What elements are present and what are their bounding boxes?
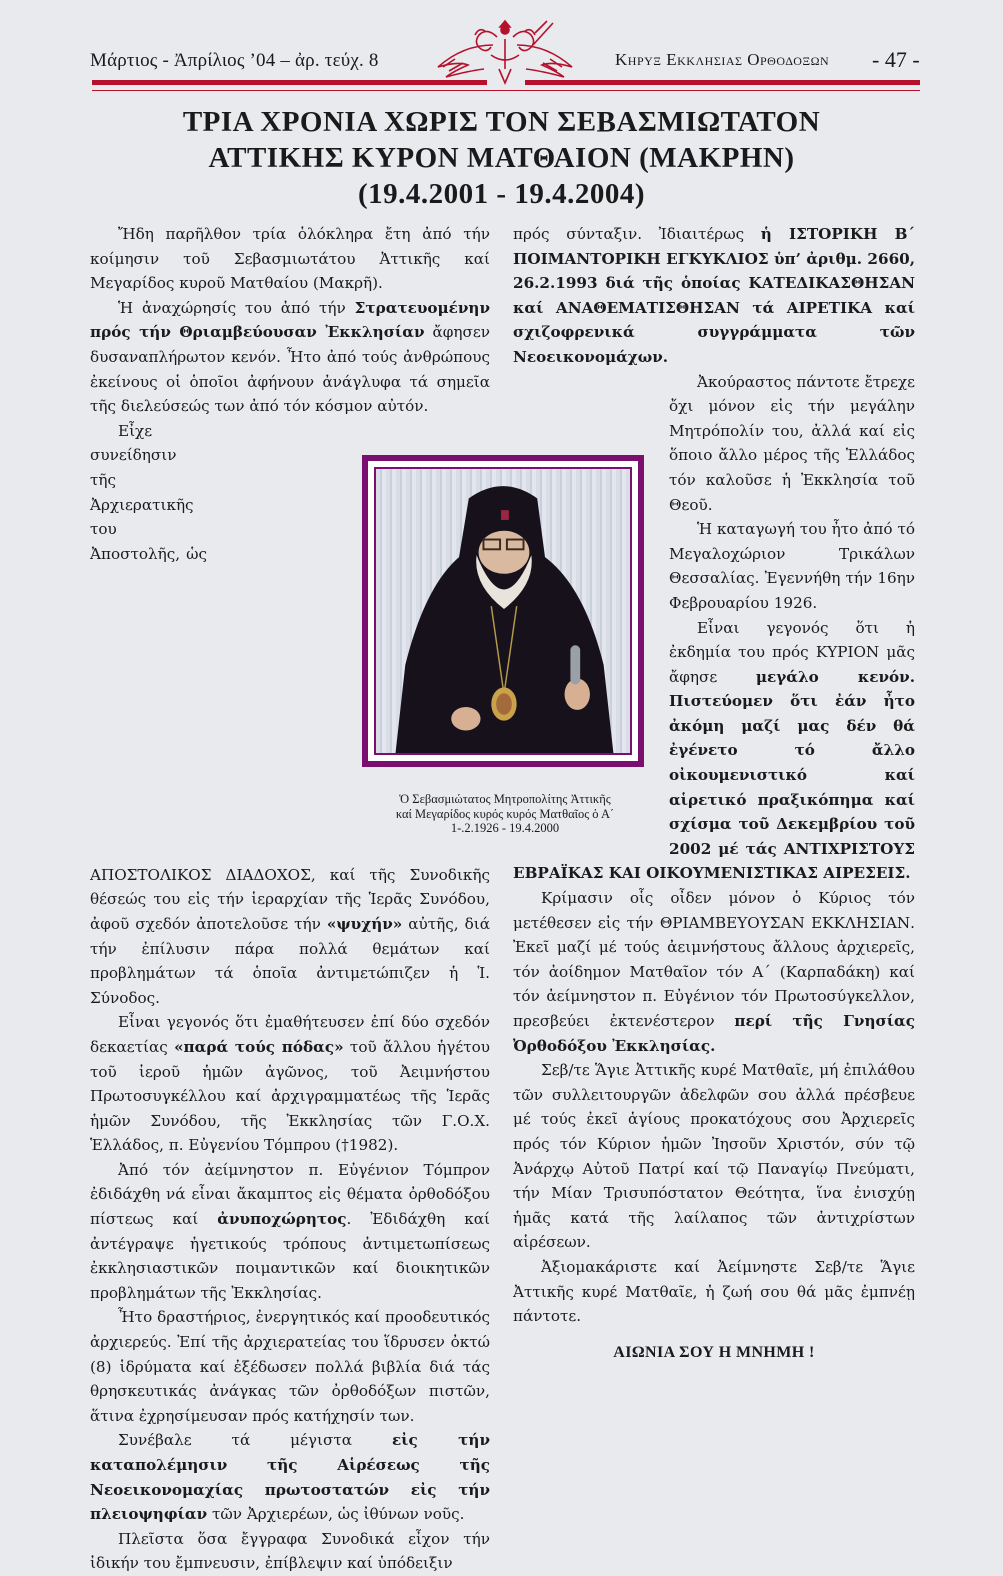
caption-dates: 1-.2.1926 - 19.4.2000 [450, 821, 560, 835]
paragraph: Ἤδη παρῆλθον τρία ὁλόκληρα ἔτη ἀπό τήν κοίμησιν τοῦ Σεβασμιωτάτου Ἀττικῆς καί Μεγαρίδος κυροῦ Ματθαίου (Μακρῆ). [90, 225, 490, 293]
paragraph [90, 1428, 490, 1526]
text-run: Εἶχε συνείδησιν τῆς Ἀρχιερατικῆς του Ἀποστολῆς, ὡς ΑΠΟΣΤΟΛΙΚΟΣ ΔΙΑΔΟΧΟΣ, καί τῆς Συνοδικῆς θέσεώς του εἰς τήν ἱεραρχίαν τῆς Ἱερᾶς Συνόδου, ἀφοῦ σχεδόν ἀποτελοῦσε τήν [90, 421, 490, 933]
double-headed-eagle-icon [405, 15, 605, 87]
bold-run: περί τῆς Γνησίας Ὀρθοδόξου Ἐκκλησίας. [513, 1012, 915, 1055]
paragraph: Σεβ/τε Ἅγιε Ἀττικῆς κυρέ Ματθαῖε, μή ἐπιλάθου τῶν συλλειτουργῶν ἀδελφῶν σου ἀλλά πρέσβευε μέ τούς ἐκεῖ ἁγίους προκατόχους σου Ἀρχιερεῖς πρός τόν Κύριον ἡμῶν Ἰησοῦν Χριστόν, σύν τῷ Ἀνάρχῳ Αὐτοῦ Πατρί καί τῷ Παναγίῳ Πνεύματι, τήν Μίαν Τρισυπόστατον Θεότητα, ἵνα ἐνισχύῃ ἡμᾶς κατά τῆς λαίλαπος τῶν ἀντιχρίστων αἱρέσεων. [513, 1061, 915, 1252]
title-line: ΤΡΙΑ ΧΡΟΝΙΑ ΧΩΡΙΣ ΤΟΝ ΣΕΒΑΣΜΙΩΤΑΤΟΝ [182, 106, 821, 138]
paragraph: Ἦτο δραστήριος, ἐνεργητικός καί προοδευτικός ἀρχιερεύς. Ἐπί τῆς ἀρχιερατείας του ἵδρυσεν ὀκτώ (8) ἱδρύματα καί ἐξέδωσεν πολλά βιβλία διά τάς θρησκευτικάς ἀνάγκας τῶν ὀρθοδόξων πιστῶν, ἅτινα ἐχρησίμευσαν πρός κατήχησίν των. [90, 1308, 490, 1425]
portrait-photo-frame [362, 455, 644, 767]
bold-run: μεγάλο κενόν. Πιστεύομεν ὅτι ἐάν ἦτο ἀκόμη μαζί μας δέν θά ἐγένετο τό ἄλλο οἰκουμενιστικό καί αἱρετικό πραξικόπημα καί σχίσμα τοῦ Δεκεμβρίου τοῦ 2002 μέ τάς ΑΝΤΙΧΡΙΣΤΟΥΣ ΕΒΡΑΪΚΑΣ ΚΑΙ ΟΙΚΟΥΜΕΝΙΣΤΙΚΑΣ ΑΙΡΕΣΕΙΣ. [513, 667, 915, 883]
bold-run: «παρά τούς πόδας» [174, 1037, 344, 1056]
title-dates: (19.4.2001 - 19.4.2004) [358, 178, 645, 210]
bold-run: Στρατευομένην πρός τήν Θριαμβεύουσαν Ἐκκλησίαν [90, 298, 490, 342]
bishop-portrait-icon [376, 469, 630, 753]
text-run: . Ἐδιδάχθη καί ἀντέγραψε ἡγετικούς τρόπους ἀντιμετωπίσεως ἐκκλησιαστικῶν ποιμαντικῶν καί διοικητικῶν προβλημάτων τῆς Ἐκκλησίας. [90, 1210, 490, 1302]
paragraph: Ἡ καταγωγή του ἦτο ἀπό τό Μεγαλοχώριον Τρικάλων Θεσσαλίας. Ἐγεννήθη τήν 16ην Φεβρουαρίου 1926. [669, 520, 915, 612]
paragraph [513, 222, 915, 370]
caption-line: καί Μεγαρίδος κυρός κυρός Ματθαῖος ὁ Α΄ [395, 806, 615, 821]
portrait-photo [374, 467, 632, 755]
photo-caption [360, 792, 650, 836]
page-number: - 47 - [872, 47, 920, 72]
article-title [100, 104, 903, 212]
closing-line: ΑΙΩΝΙΑ ΣΟΥ Η ΜΝΗΜΗ ! [613, 1343, 815, 1361]
text-run: αὐτῆς, διά τήν ἐπίλυσιν πάρα πολλά θεμάτων καί προβλημάτων τά ὁποῖα ἀντιμετώπιζεν ἡ Ἱ. Σύνοδος. [90, 914, 490, 1007]
text-run: Ἀπό τόν ἀείμνηστον π. Εὐγένιον Τόμπρον ἐδιδάχθη νά εἶναι ἄκαμπτος εἰς θέματα ὀρθοδόξου πίστεως καί [90, 1160, 490, 1229]
bold-run: εἰς τήν καταπολέμησιν τῆς Αἱρέσεως τῆς Νεοεικονομαχίας πρωτοστατών εἰς τήν πλειοψηφίαν [90, 1431, 490, 1524]
header-rule-thin [92, 90, 920, 91]
text-run: τοῦ ἄλλου ἡγέτου τοῦ ἱεροῦ ἡμῶν ἀγῶνος, τοῦ Ἀειμνήστου Πρωτοσυγκέλλου καί ἀρχιγραμματέως τῆς Ἱερᾶς ἡμῶν Συνόδου, τῆς Ἐκκλησίας τῶν Γ.Ο.Χ. Ἑλλάδος, π. Εὐγενίου Τόμπρου (†1982). [90, 1037, 490, 1155]
publication-name: Κηρυξ Εκκλησιας Ορθοδοξων [615, 50, 830, 69]
bold-run: «ψυχήν» [326, 914, 403, 933]
header-rule-right [525, 80, 920, 85]
issue-label: Μάρτιος - Ἀπρίλιος ’04 – ἀρ. τεύχ. 8 [90, 50, 379, 71]
text-run: Εἶναι γεγονός ὅτι ἐμαθήτευσεν ἐπί δύο σχεδόν δεκαετίας [90, 1013, 490, 1056]
text-run: πρός σύνταξιν. Ἰδιαιτέρως [513, 225, 761, 243]
paragraph: Πλεῖστα ὅσα ἔγγραφα Συνοδικά εἶχον τήν ἰδικήν του ἔμπνευσιν, ἐπίβλεψιν καί ὑπόδειξιν [90, 1529, 490, 1573]
text-run: Ἡ ἀναχώρησίς του ἀπό τήν [118, 298, 355, 317]
paragraph: Ἀκούραστος πάντοτε ἔτρεχε ὄχι μόνον εἰς τήν μεγάλην Μητρόπολίν του, ἀλλά καί εἰς ὅποιο ἄλλο μέρος τῆς Ἑλλάδος τόν καλοῦσε ἡ Ἐκκλησία τοῦ Θεοῦ. [669, 372, 915, 514]
caption-line: Ὁ Σεβασμιώτατος Μητροπολίτης Ἀττικῆς [399, 792, 611, 806]
paragraph: Ἀξιομακάριστε καί Ἀείμνηστε Σεβ/τε Ἅγιε Ἀττικῆς κυρέ Ματθαῖε, ἡ ζωή σου θά μᾶς ἐμπνέῃ πάντοτε. [513, 1257, 915, 1326]
text-run: Κρίμασιν οἷς οἶδεν μόνον ὁ Κύριος τόν μετέθεσεν εἰς τήν ΘΡΙΑΜΒΕΥΟΥΣΑΝ ΕΚΚΛΗΣΙΑΝ. Ἐκεῖ μαζί μέ τούς ἀειμνήστους ἄλλους ἀρχιερεῖς, τόν ἀοίδημον Ματθαῖον τόν Α΄ (Καρπαδάκη) καί τόν ἀείμνηστον π. Εὐγένιον τόν Πρωτοσύγκελλον, πρεσβεύει ἐκτενέστερον [513, 889, 915, 1030]
paragraph [513, 886, 915, 1058]
title-line: ΑΤΤΙΚΗΣ ΚΥΡΟΝ ΜΑΤΘΑΙΟΝ (ΜΑΚΡΗΝ) [208, 142, 795, 174]
text-run: τῶν Ἀρχιερέων, ὡς ἰθύνων νοῦς. [207, 1505, 465, 1524]
text-run: Συνέβαλε τά μέγιστα [118, 1431, 392, 1450]
bold-run: ἀνυποχώρητος [217, 1210, 347, 1229]
text-run: Εἶναι γεγονός ὅτι ἡ ἐκδημία του πρός ΚΥΡΙΟΝ μᾶς ἄφησε [669, 618, 915, 686]
page-header [0, 0, 1003, 96]
paragraph [90, 1158, 490, 1306]
paragraph [90, 1010, 490, 1158]
bold-run: ἡ ΙΣΤΟΡΙΚΗ Β΄ ΠΟΙΜΑΝΤΟΡΙΚΗ ΕΓΚΥΚΛΙΟΣ ὑπ’ ἀριθμ. 2660, 26.2.1993 διά τῆς ὁποίας ΚΑΤΕΔΙΚΑΣΘΗΣΑΝ καί ΑΝΑΘΕΜΑΤΙΣΘΗΣΑΝ τά ΑΙΡΕΤΙΚΑ καί σχιζοφρενικά συγγράμματα τῶν Νεοεικονομάχων. [513, 225, 915, 366]
header-rule-left [92, 80, 487, 85]
text-run: ἄφησεν δυσαναπλήρωτον κενόν. Ἦτο ἀπό τούς ἀνθρώπους ἐκείνους οἱ ὁποῖοι ἀφήνουν ἀνάγλυφα τά σημεῖα τῆς διελεύσεώς των ἀπό τόν κόσμον αὐτόν. [90, 323, 490, 416]
paragraph [90, 296, 490, 419]
left-column [90, 222, 490, 1576]
